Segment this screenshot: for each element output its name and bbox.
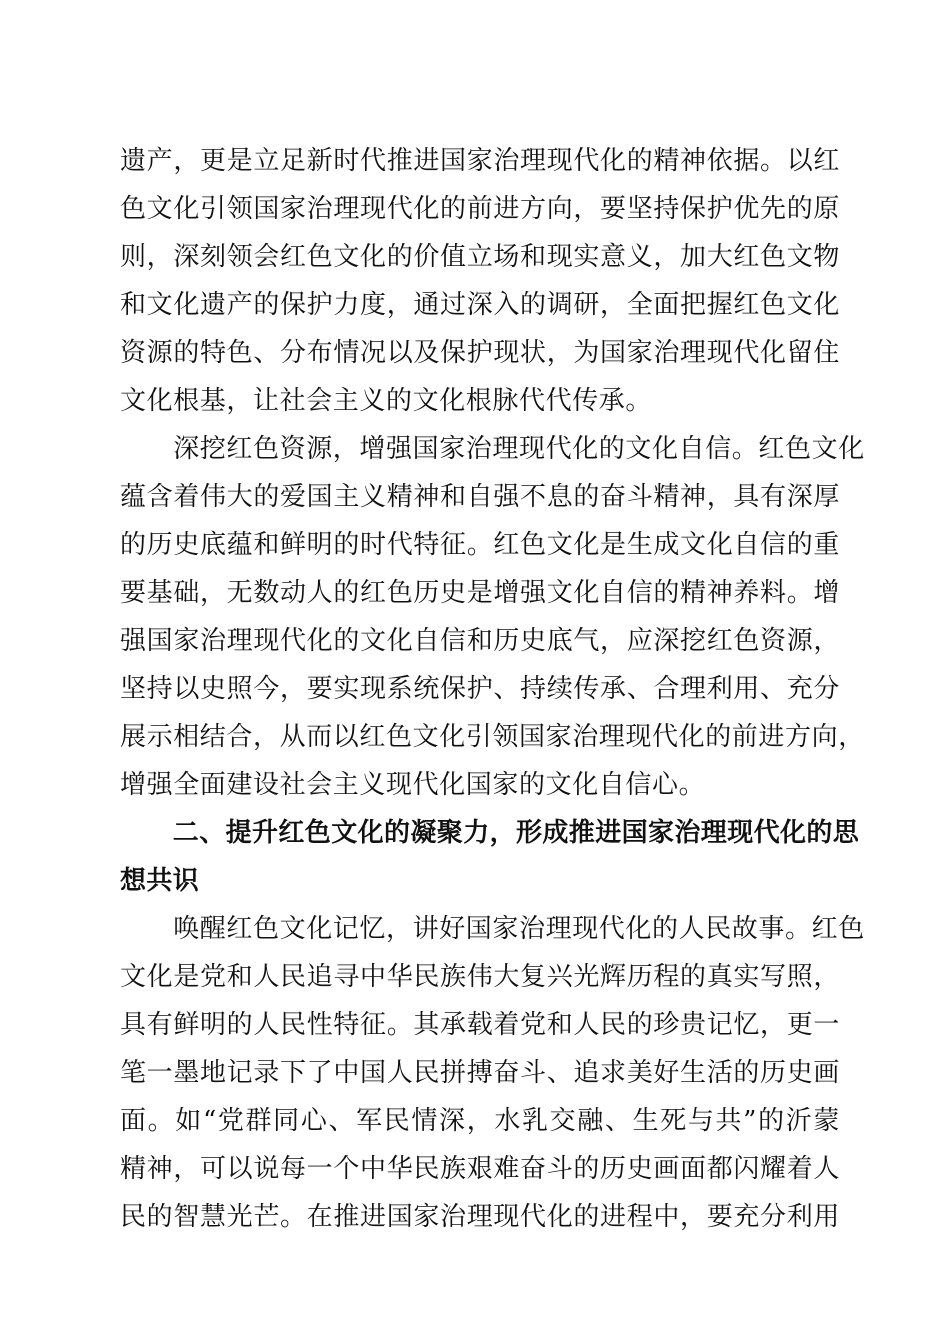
text-line: 的历史底蕴和鲜明的时代特征。红色文化是生成文化自信的重 [120, 530, 840, 560]
text-line: 民的智慧光芒。在推进国家治理现代化的进程中，要充分利用 [120, 1202, 840, 1232]
text-line: 唤醒红色文化记忆，讲好国家治理现代化的人民故事。红色 [120, 914, 865, 944]
text-line: 遗产，更是立足新时代推进国家治理现代化的精神依据。以红 [120, 146, 840, 176]
paragraph-1 [120, 137, 840, 425]
heading-line: 二、提升红色文化的凝聚力，形成推进国家治理现代化的思 [120, 818, 860, 848]
text-line: 文化是党和人民追寻中华民族伟大复兴光辉历程的真实写照， [120, 962, 840, 992]
text-line: 笔一墨地记录下了中国人民拼搏奋斗、追求美好生活的历史画 [120, 1058, 840, 1088]
text-line: 文化根基，让社会主义的文化根脉代代传承。 [120, 386, 653, 416]
text-line: 坚持以史照今，要实现系统保护、持续传承、合理利用、充分 [120, 674, 840, 704]
text-line: 具有鲜明的人民性特征。其承载着党和人民的珍贵记忆，更一 [120, 1010, 840, 1040]
text-line: 深挖红色资源，增强国家治理现代化的文化自信。红色文化 [120, 434, 865, 464]
paragraph-2 [120, 425, 865, 809]
text-line: 资源的特色、分布情况以及保护现状，为国家治理现代化留住 [120, 338, 840, 368]
text-line: 展示相结合，从而以红色文化引领国家治理现代化的前进方向， [120, 722, 865, 752]
text-line: 要基础，无数动人的红色历史是增强文化自信的精神养料。增 [120, 578, 840, 608]
document-body [120, 137, 865, 1241]
text-line: 蕴含着伟大的爱国主义精神和自强不息的奋斗精神，具有深厚 [120, 482, 840, 512]
text-line: 精神，可以说每一个中华民族艰难奋斗的历史画面都闪耀着人 [120, 1154, 840, 1184]
section-heading [120, 809, 860, 905]
paragraph-3 [120, 905, 865, 1241]
text-line: 和文化遗产的保护力度，通过深入的调研，全面把握红色文化 [120, 290, 840, 320]
text-line: 面。如“党群同心、军民情深，水乳交融、生死与共”的沂蒙 [120, 1106, 840, 1136]
heading-line: 想共识 [120, 866, 200, 896]
text-line: 强国家治理现代化的文化自信和历史底气，应深挖红色资源， [120, 626, 840, 656]
text-line: 色文化引领国家治理现代化的前进方向，要坚持保护优先的原 [120, 194, 840, 224]
text-line: 则，深刻领会红色文化的价值立场和现实意义，加大红色文物 [120, 242, 840, 272]
text-line: 增强全面建设社会主义现代化国家的文化自信心。 [120, 770, 706, 800]
